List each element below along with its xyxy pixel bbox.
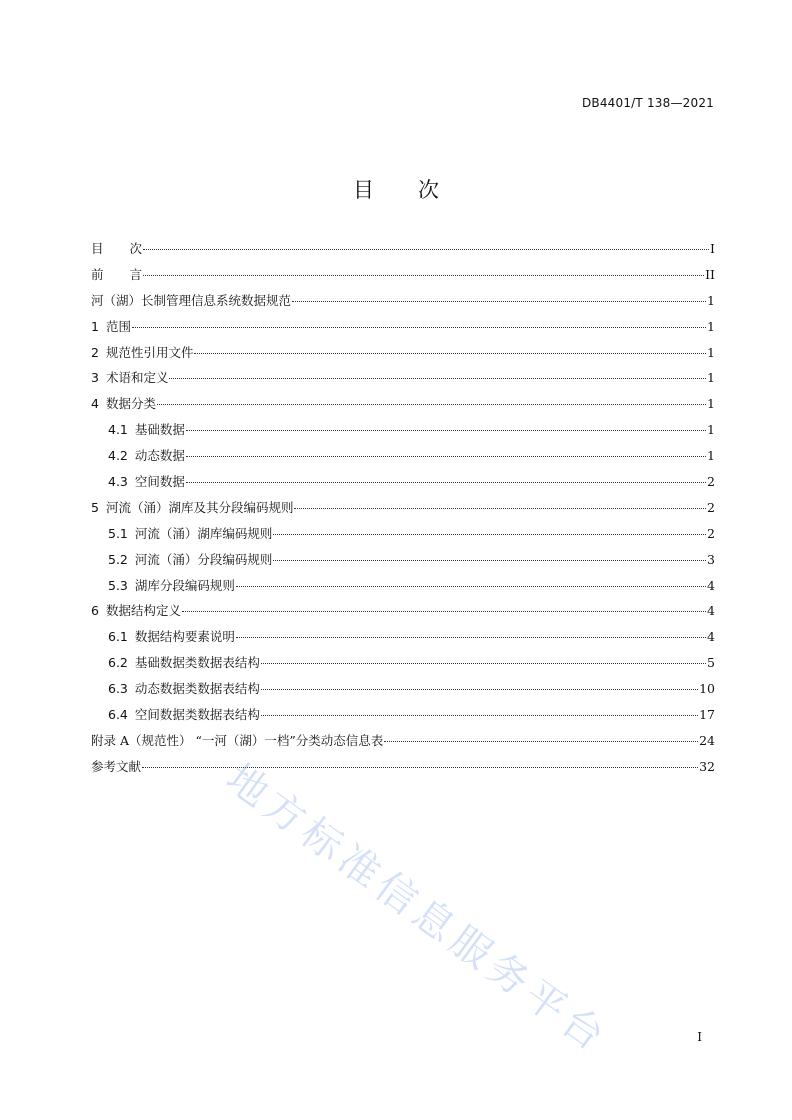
toc-entry-label <box>91 288 291 314</box>
toc-entry-title: 动态数据类数据表结构 <box>134 681 260 697</box>
toc-entry-title: 湖库分段编码规则 <box>134 577 235 593</box>
toc-entry-page: 1 <box>707 318 715 334</box>
toc-entry-label <box>108 521 272 547</box>
toc-entry[interactable] <box>91 365 715 391</box>
toc-entry-page: 3 <box>707 551 715 567</box>
toc-leader-dots <box>236 637 706 638</box>
toc-entry-label <box>91 495 293 521</box>
toc-entry-title: 数据结构要素说明 <box>134 629 235 645</box>
toc-entry-page: 2 <box>707 474 715 490</box>
toc-entry[interactable] <box>91 624 715 650</box>
toc-entry-number: 1 <box>91 318 99 334</box>
toc-entry-title: 动态数据 <box>134 448 185 464</box>
toc-entry-number: 4.1 <box>108 422 128 438</box>
toc-list <box>91 236 715 780</box>
toc-entry[interactable] <box>91 650 715 676</box>
toc-entry[interactable] <box>91 598 715 624</box>
toc-entry[interactable] <box>91 417 715 443</box>
toc-entry-page: 1 <box>707 292 715 308</box>
toc-leader-dots <box>194 353 706 354</box>
toc-entry[interactable] <box>91 573 715 599</box>
toc-entry[interactable] <box>91 469 715 495</box>
toc-entry-number: 6.3 <box>108 681 128 697</box>
toc-entry-title: 术语和定义 <box>105 370 169 386</box>
toc-entry-title: 基础数据类数据表结构 <box>134 655 260 671</box>
toc-entry[interactable] <box>91 547 715 573</box>
toc-entry-label <box>108 443 185 469</box>
toc-entry-title: 空间数据 <box>134 474 185 490</box>
toc-leader-dots <box>186 430 706 431</box>
toc-entry-number: 4.3 <box>108 474 128 490</box>
toc-entry-label <box>108 573 235 599</box>
toc-entry-number: 4 <box>91 396 99 412</box>
toc-leader-dots <box>261 663 706 664</box>
toc-entry-label <box>108 547 272 573</box>
toc-entry-title: 参考文献 <box>91 758 142 774</box>
toc-leader-dots <box>143 249 709 250</box>
toc-entry-number: 6.1 <box>108 629 128 645</box>
toc-entry-title: 规范性引用文件 <box>105 344 194 360</box>
toc-entry-number: 4.2 <box>108 448 128 464</box>
toc-title-char: 次 <box>418 178 439 202</box>
toc-entry-title: 河（湖）长制管理信息系统数据规范 <box>91 292 292 308</box>
toc-entry[interactable] <box>91 314 715 340</box>
toc-leader-dots <box>186 456 706 457</box>
toc-entry-number: 5.2 <box>108 551 128 567</box>
toc-entry-label <box>108 417 185 443</box>
toc-entry-label <box>91 236 169 262</box>
toc-entry-title: 数据分类 <box>105 396 156 412</box>
toc-entry-number: 6 <box>91 603 99 619</box>
toc-entry-number: 6.2 <box>108 655 128 671</box>
toc-entry-title: 前言 <box>91 266 169 282</box>
toc-entry-title: 河流（涌）分段编码规则 <box>134 551 273 567</box>
watermark: 地方标准信息服务平台 <box>217 755 617 1063</box>
toc-entry-page: 4 <box>707 629 715 645</box>
toc-leader-dots <box>261 715 698 716</box>
toc-entry[interactable] <box>91 262 715 288</box>
toc-entry-title: 空间数据类数据表结构 <box>134 707 260 723</box>
toc-leader-dots <box>132 327 706 328</box>
toc-entry-label <box>91 754 141 780</box>
toc-leader-dots <box>384 741 698 742</box>
toc-leader-dots <box>186 482 706 483</box>
toc-entry-page: 1 <box>707 370 715 386</box>
toc-entry-label <box>108 702 260 728</box>
toc-entry-number: 2 <box>91 344 99 360</box>
toc-entry-number: 6.4 <box>108 707 128 723</box>
toc-entry-number: 5 <box>91 499 99 515</box>
toc-leader-dots <box>273 534 706 535</box>
toc-entry-label <box>108 676 260 702</box>
toc-entry-page: 1 <box>707 344 715 360</box>
toc-title <box>0 174 792 204</box>
toc-leader-dots <box>157 404 706 405</box>
toc-entry-title: 河流（涌）湖库及其分段编码规则 <box>105 499 294 515</box>
toc-entry-page: 5 <box>707 655 715 671</box>
toc-entry-page: II <box>705 266 715 282</box>
toc-entry[interactable] <box>91 391 715 417</box>
toc-entry-page: 24 <box>699 732 715 748</box>
toc-entry[interactable] <box>91 754 715 780</box>
toc-entry[interactable] <box>91 340 715 366</box>
toc-entry[interactable] <box>91 443 715 469</box>
toc-entry-title: 附录 A（规范性） “一河（湖）一档”分类动态信息表 <box>91 732 384 748</box>
toc-entry[interactable] <box>91 676 715 702</box>
toc-entry-page: 17 <box>699 707 715 723</box>
toc-leader-dots <box>236 586 706 587</box>
toc-entry-page: 4 <box>707 603 715 619</box>
toc-entry-number: 5.3 <box>108 577 128 593</box>
toc-entry[interactable] <box>91 495 715 521</box>
toc-entry-label <box>91 262 169 288</box>
toc-entry-title: 数据结构定义 <box>105 603 181 619</box>
toc-entry[interactable] <box>91 728 715 754</box>
toc-entry-page: 1 <box>707 448 715 464</box>
toc-entry-page: 32 <box>699 758 715 774</box>
toc-leader-dots <box>294 508 706 509</box>
toc-entry-label <box>108 624 235 650</box>
toc-entry[interactable] <box>91 702 715 728</box>
toc-entry-label <box>108 650 260 676</box>
toc-entry[interactable] <box>91 288 715 314</box>
toc-leader-dots <box>143 275 704 276</box>
toc-entry-title: 范围 <box>105 318 131 334</box>
toc-entry-label <box>91 598 181 624</box>
toc-entry-page: 1 <box>707 422 715 438</box>
toc-entry-number: 5.1 <box>108 525 128 541</box>
toc-entry-page: 10 <box>699 681 715 697</box>
toc-entry-label <box>91 391 156 417</box>
toc-entry-page: 2 <box>707 525 715 541</box>
page-number: I <box>697 1030 702 1044</box>
toc-entry[interactable] <box>91 521 715 547</box>
toc-leader-dots <box>142 767 698 768</box>
toc-entry-title: 基础数据 <box>134 422 185 438</box>
doc-code: DB4401/T 138—2021 <box>581 96 714 110</box>
toc-leader-dots <box>261 689 698 690</box>
toc-entry-page: I <box>710 241 715 256</box>
toc-entry-label <box>108 469 185 495</box>
toc-entry-page: 2 <box>707 499 715 515</box>
toc-entry-label <box>91 314 131 340</box>
toc-entry-page: 4 <box>707 577 715 593</box>
toc-entry-title: 河流（涌）湖库编码规则 <box>134 525 273 541</box>
toc-entry-page: 1 <box>707 396 715 412</box>
toc-leader-dots <box>292 301 706 302</box>
toc-entry[interactable] <box>91 236 715 262</box>
toc-leader-dots <box>273 560 706 561</box>
toc-entry-label <box>91 365 168 391</box>
toc-entry-label <box>91 340 193 366</box>
toc-entry-label <box>91 728 383 754</box>
toc-leader-dots <box>169 378 706 379</box>
toc-entry-title: 目次 <box>91 241 169 256</box>
toc-leader-dots <box>182 611 706 612</box>
toc-entry-number: 3 <box>91 370 99 386</box>
toc-title-char: 目 <box>353 178 374 202</box>
